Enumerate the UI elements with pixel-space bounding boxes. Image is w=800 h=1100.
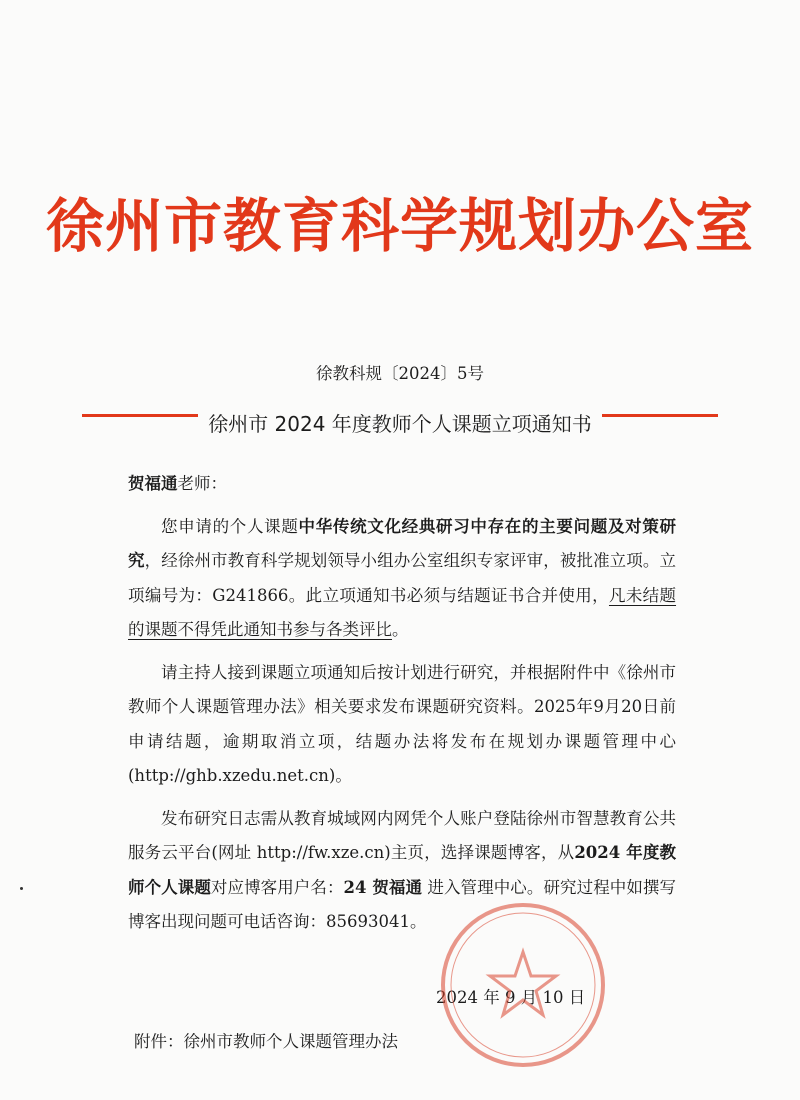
p1-text-a: 您申请的个人课题 [161,516,299,536]
attachment-note: 附件：徐州市教师个人课题管理办法 [134,1032,398,1051]
p1-text-d: 。此立项通知书必须与结题证书合并使用， [288,585,609,605]
salutation-suffix: 老师： [177,474,227,493]
p1-text-c: ，经徐州市教育科学规划领导小组办公室组织专家评审，被批准立项。立项编号为： [128,551,676,605]
blog-username: 24 贺福通 [343,877,423,897]
notice-title [0,408,800,440]
notice-body [128,467,676,940]
scan-speck [20,887,23,890]
office-letterhead: 徐州市教育科学规划办公室 [45,192,754,260]
official-seal-icon [438,900,608,1070]
salutation [128,467,676,502]
issue-date: 2024 年 9 月 10 日 [436,988,586,1007]
p1-underlined-text: 凡未结题的课题不得凭此通知书参与各类评比 [128,585,677,639]
p3-text-e: 进入管理中心。研究过程中如撰写博客出现问题可电话咨询：85693041。 [128,877,677,931]
notice-title-text: 徐州市 2024 年度教师个人课题立项通知书 [198,412,602,436]
p3-text-a: 发布研究日志需从教育城域网内网凭个人账户登陆徐州市智慧教育公共服务云平台(网址 http://fw.xze.cn)主页，选择课题博客，从 [128,808,676,862]
project-code: G241866 [212,585,289,605]
recipient-name: 贺福通 [128,474,178,493]
p3-project-type: 2024 年度教师个人课题 [128,843,677,897]
document-number: 徐教科规〔2024〕5号 [316,364,484,383]
paragraph-approval [128,510,676,648]
paragraph-instructions: 请主持人接到课题立项通知后按计划进行研究，并根据附件中《徐州市教师个人课题管理办法》相关要求发布课题研究资料。2025年9月20日前申请结题，逾期取消立项，结题办法将发布在规划办课题管理中心(http://ghb.xzedu.net.cn)。 [128,662,676,785]
p3-text-c: 对应博客用户名： [210,877,344,897]
project-title: 中华传统文化经典研习中存在的主要问题及对策研究 [128,516,677,570]
p1-text-e: 。 [392,620,409,639]
